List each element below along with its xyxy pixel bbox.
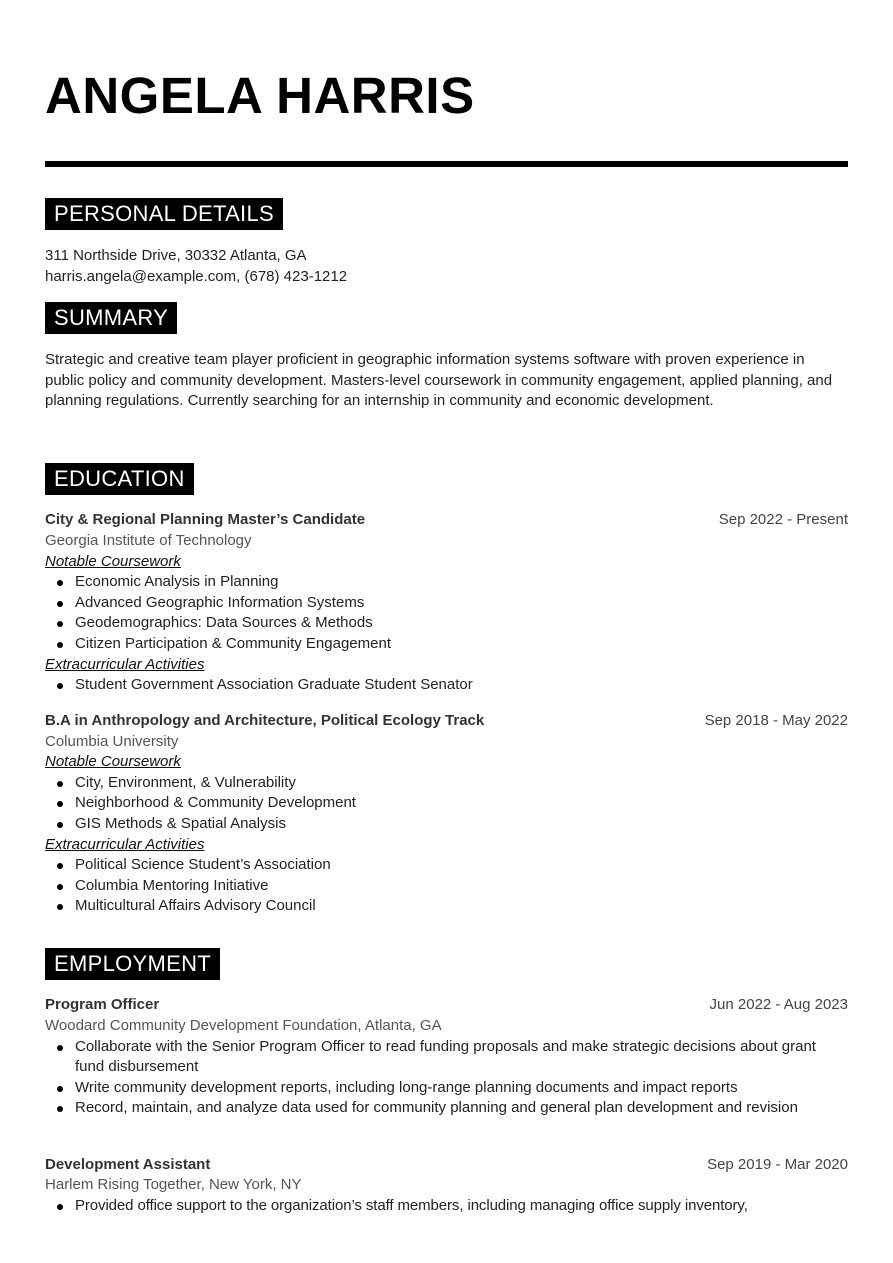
education-school: Georgia Institute of Technology bbox=[45, 532, 252, 549]
activities-label: Extracurricular Activities bbox=[45, 835, 205, 853]
list-item: Geodemographics: Data Sources & Methods bbox=[45, 613, 848, 634]
section-title-education: EDUCATION bbox=[45, 463, 194, 495]
list-item: GIS Methods & Spatial Analysis bbox=[45, 814, 848, 835]
list-item: Record, maintain, and analyze data used for community planning and general plan development and revision bbox=[45, 1098, 848, 1119]
address-text: 311 Northside Drive, 30332 Atlanta, GA bbox=[45, 247, 307, 264]
list-item: Neighborhood & Community Development bbox=[45, 793, 848, 814]
coursework-list bbox=[45, 773, 848, 835]
list-item: Write community development reports, including long-range planning documents and impact reports bbox=[45, 1078, 848, 1099]
list-item: Advanced Geographic Information Systems bbox=[45, 593, 848, 614]
section-title-summary: SUMMARY bbox=[45, 302, 177, 334]
activities-label: Extracurricular Activities bbox=[45, 655, 205, 673]
list-item: Citizen Participation & Community Engagement bbox=[45, 634, 848, 655]
education-degree: City & Regional Planning Master’s Candidate bbox=[45, 511, 366, 528]
coursework-label: Notable Coursework bbox=[45, 552, 181, 570]
job-title: Development Assistant bbox=[45, 1155, 211, 1173]
list-item: City, Environment, & Vulnerability bbox=[45, 773, 848, 794]
list-item: Economic Analysis in Planning bbox=[45, 572, 848, 593]
activities-list bbox=[45, 855, 848, 917]
list-item: Columbia Mentoring Initiative bbox=[45, 876, 848, 897]
coursework-label: Notable Coursework bbox=[45, 753, 181, 770]
section-title-employment: EMPLOYMENT bbox=[45, 948, 220, 980]
list-item: Multicultural Affairs Advisory Council bbox=[45, 896, 848, 917]
list-item: Provided office support to the organization’s staff members, including managing office supply inventory, bbox=[45, 1196, 848, 1217]
job-duties-list bbox=[45, 1196, 848, 1217]
coursework-list bbox=[45, 572, 848, 654]
job-organization: Woodard Community Development Foundation, Atlanta, GA bbox=[45, 1017, 442, 1034]
education-dates: Sep 2018 - May 2022 bbox=[704, 712, 848, 729]
activities-list bbox=[45, 675, 848, 696]
job-dates: Jun 2022 - Aug 2023 bbox=[709, 996, 848, 1013]
job-duties-list bbox=[45, 1037, 848, 1119]
contact-text: harris.angela@example.com, (678) 423-1212 bbox=[45, 267, 348, 285]
header-divider bbox=[45, 161, 848, 167]
section-title-personal-details: PERSONAL DETAILS bbox=[45, 198, 283, 230]
job-organization: Harlem Rising Together, New York, NY bbox=[45, 1176, 302, 1193]
list-item: Collaborate with the Senior Program Officer to read funding proposals and make strategic decisions about grant fund disbursement bbox=[45, 1037, 848, 1078]
education-school: Columbia University bbox=[45, 732, 179, 750]
list-item: Student Government Association Graduate Student Senator bbox=[45, 675, 848, 696]
education-degree: B.A in Anthropology and Architecture, Political Ecology Track bbox=[45, 712, 485, 729]
candidate-name: ANGELA HARRIS bbox=[45, 67, 475, 124]
job-title: Program Officer bbox=[45, 996, 160, 1013]
job-dates: Sep 2019 - Mar 2020 bbox=[707, 1155, 848, 1173]
summary-text: Strategic and creative team player proficient in geographic information systems software with proven experience in public policy and community development. Masters-level coursework in community engagement, applied planning, and planning regulations. Currently searching for an internship in community and economic development. bbox=[45, 351, 833, 409]
education-dates: Sep 2022 - Present bbox=[718, 511, 848, 528]
list-item: Political Science Student’s Association bbox=[45, 855, 848, 876]
